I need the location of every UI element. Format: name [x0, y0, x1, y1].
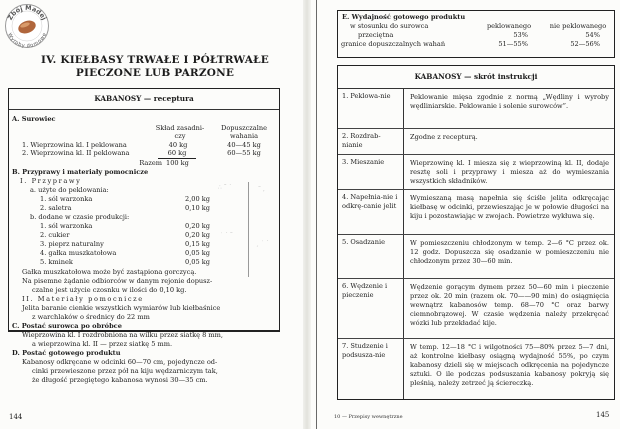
- instruction-step-text: W temp. 12—18 °C i wilgotności 75—80% przez 5—7 dni, aż kontrolne kiełbasy osiągną wydajność 55%, po czym kabanosy dzieli się w miejscach odkręcenia na pojedyncze sztuki. O ile podczas podsuszania kabanosy pokryją się pleśnią, należy zetrzeć ją ściereczką.: [410, 343, 609, 387]
- page-number-right: 145: [596, 411, 610, 419]
- chapter-title: [20, 54, 290, 80]
- production-item-name: 1. sól warzonka: [40, 222, 93, 230]
- pencil-marks: ˙ ´ ˜: [220, 232, 233, 239]
- aux-line-1: Jelita baranie cienkie wszystkich wymiarów lub kiełbaśnice: [22, 304, 221, 312]
- production-item-name: 4. gałka muszkatołowa: [40, 249, 117, 257]
- production-item-amount: 0,05 kg: [185, 249, 210, 257]
- pencil-marks: ¸ ˙ ´: [256, 240, 269, 247]
- instruction-step-label: 5. Osadzanie: [338, 235, 404, 278]
- aux-line-2: z warchlaków o średnicy do 22 mm: [32, 313, 150, 321]
- production-item-name: 5. kminek: [40, 258, 73, 266]
- yield-limits-cured: 51—55%: [498, 40, 528, 48]
- yield-col-cured: peklowanego: [486, 22, 532, 30]
- section-c-line-2: a wieprzowina kl. II — przez siatkę 5 mm.: [32, 340, 173, 348]
- raw-item-range: 40—45 kg: [227, 141, 261, 149]
- instruction-step-label: 3. Mieszanie: [338, 155, 404, 189]
- instruction-step-text: Wędzenie gorącym dymem przez 50—60 min i pieczenie przez ok. 20 min (razem ok. 70——90 min) do osiągnięcia wewnątrz kabanosów temp. 68—70 °C oraz barwy ciemnobrązowej. W czasie wędzenia należy przekręcać wózki lub przekładać kije.: [410, 283, 609, 327]
- section-c-line-1: Wieprzowina kl. I rozdrobniona na wilku przez siatkę 8 mm,: [22, 331, 224, 339]
- raw-item-amount: 60 kg: [158, 149, 196, 159]
- instruction-step-label: 1. Peklowa-nie: [338, 89, 404, 128]
- section-d-line-3: że długość przegiętego kabanosa wynosi 30—35 cm.: [32, 376, 208, 384]
- instruction-step-text: Wieprzowinę kl. I miesza się z wieprzowiną kl. II, dodaje resztę soli i przyprawy i miesza aż do wymieszania wszystkich składników.: [410, 159, 609, 185]
- instruction-row: [338, 89, 614, 129]
- logo-bottom-text: Wyroby domowe: [6, 32, 48, 49]
- instruction-step-text: Wymieszaną masą napełnia się ściśle jelita odkręcając kiełbasę w odcinki, przewieszając je w połowie długości na kiju i pozostawiając w zwojach. Powietrze wykłuwa się.: [410, 194, 609, 220]
- curing-heading: a. użyte do peklowania:: [30, 186, 109, 194]
- production-heading: b. dodane w czasie produkcji:: [30, 213, 130, 221]
- logo-top-text: Zbój Madej: [5, 3, 49, 22]
- instructions-rows: [338, 89, 614, 399]
- yield-limits-uncured: 52—56%: [570, 40, 600, 48]
- col-range-header-1: Dopuszczalne: [221, 124, 267, 132]
- raw-item-amount: 40 kg: [168, 141, 188, 149]
- section-b-heading: B. Przyprawy i materiały pomocnicze: [12, 168, 149, 176]
- yield-col-uncured: nie peklowanego: [549, 22, 607, 30]
- yield-avg-uncured: 54%: [585, 31, 600, 39]
- curing-item-name: 1. sól warzonka: [40, 195, 93, 203]
- raw-item-range: 60—55 kg: [227, 149, 261, 157]
- instruction-step-text: Zgodne z recepturą.: [410, 133, 478, 141]
- production-item-name: 2. cukier: [40, 231, 70, 239]
- spices-heading: I. Przyprawy: [20, 177, 82, 185]
- instruction-row: [338, 190, 614, 235]
- recipe-title: KABANOSY — receptura: [9, 89, 279, 110]
- pencil-marks: ∴ ˜ ´: [218, 184, 232, 191]
- chapter-title-line-1: IV. KIEŁBASY TRWAŁE I PÓŁTRWAŁE: [41, 54, 269, 66]
- instructions-title: KABANOSY — skrót instrukcji: [338, 66, 614, 89]
- instruction-step-label: 7. Studzenie i podsusza-nie: [338, 339, 404, 399]
- total-label: Razem: [139, 159, 162, 167]
- instruction-row: [338, 235, 614, 279]
- yield-relative-label: w stosunku do surowca: [350, 22, 429, 30]
- raw-item-name: 1. Wieprzowina kl. I peklowana: [22, 141, 127, 149]
- yield-avg-cured: 53%: [513, 31, 528, 39]
- production-item-amount: 0,15 kg: [185, 240, 210, 248]
- pencil-mark-line: [248, 182, 249, 277]
- yield-limits-label: granice dopuszczalnych wahań: [341, 40, 446, 48]
- instruction-step-label: 4. Napełnia-nie i odkrę-canie jelit: [338, 190, 404, 234]
- col-range-header-2: wahania: [229, 132, 259, 140]
- book-gutter: [303, 0, 311, 429]
- note-nutmeg: Gałka muszkatołowa może być zastąpiona gorczycą.: [22, 268, 197, 276]
- stamp-logo: [4, 3, 50, 49]
- page-number-left: 144: [9, 413, 23, 421]
- note-garlic-2: czalne jest użycie czosnku w ilości do 0,10 kg.: [32, 286, 187, 294]
- production-item-amount: 0,05 kg: [185, 258, 210, 266]
- instruction-row: [338, 155, 614, 190]
- note-garlic-1: Na pisemne żądanie odbiorców w danym rejonie dopusz-: [22, 277, 213, 285]
- footer-note: 10 — Przepisy wewnętrzne: [334, 414, 403, 420]
- curing-item-amount: 2,00 kg: [185, 195, 210, 203]
- instruction-step-text: W pomieszczeniu chłodzonym w temp. 2—6 °C przez ok. 12 godz. Dopuszcza się osadzanie w pomieszczeniu nie chłodzonym przez 30—60 min.: [410, 239, 609, 265]
- instruction-step-text: Peklowanie mięsa zgodnie z normą „Wędliny i wyroby wędliniarskie. Peklowanie i solenie surowców”.: [410, 93, 609, 110]
- section-d-heading: D. Postać gotowego produktu: [12, 349, 121, 357]
- section-d-line-2: cinki przewieszone przez pół na kiju wędzarniczym tak,: [32, 367, 218, 375]
- col-base-header-1: Skład zasadni-: [155, 124, 205, 132]
- yield-avg-label: przeciętna: [358, 31, 394, 39]
- section-d-line-1: Kabanosy odkręcane w odcinki 60—70 cm, pojedyncze od-: [22, 358, 218, 366]
- section-c-heading: C. Postać surowca po obróbce: [12, 322, 122, 330]
- curing-item-name: 2. saletra: [40, 204, 72, 212]
- col-base-header-2: czy: [174, 132, 186, 140]
- instructions-table: [337, 65, 615, 400]
- production-item-amount: 0,20 kg: [185, 231, 210, 239]
- chapter-title-line-2: PIECZONE LUB PARZONE: [75, 67, 235, 79]
- production-item-name: 3. pieprz naturalny: [40, 240, 104, 248]
- aux-heading: II. Materiały pomocnicze: [22, 295, 144, 303]
- instruction-row: [338, 129, 614, 155]
- production-item-amount: 0,20 kg: [185, 222, 210, 230]
- instruction-row: [338, 339, 614, 399]
- yield-heading: E. Wydajność gotowego produktu: [342, 13, 466, 21]
- pencil-marks: ˜ ,: [258, 186, 265, 193]
- instruction-step-label: 2. Rozdrab-nianie: [338, 129, 404, 154]
- instruction-step-label: 6. Wędzenie i pieczenie: [338, 279, 404, 338]
- raw-item-name: 2. Wieprzowina kl. II peklowana: [22, 149, 130, 157]
- curing-item-amount: 0,10 kg: [185, 204, 210, 212]
- gutter-line: [316, 0, 317, 429]
- instruction-row: [338, 279, 614, 339]
- section-a-heading: A. Surowiec: [12, 115, 56, 123]
- total-value: 100 kg: [166, 159, 189, 167]
